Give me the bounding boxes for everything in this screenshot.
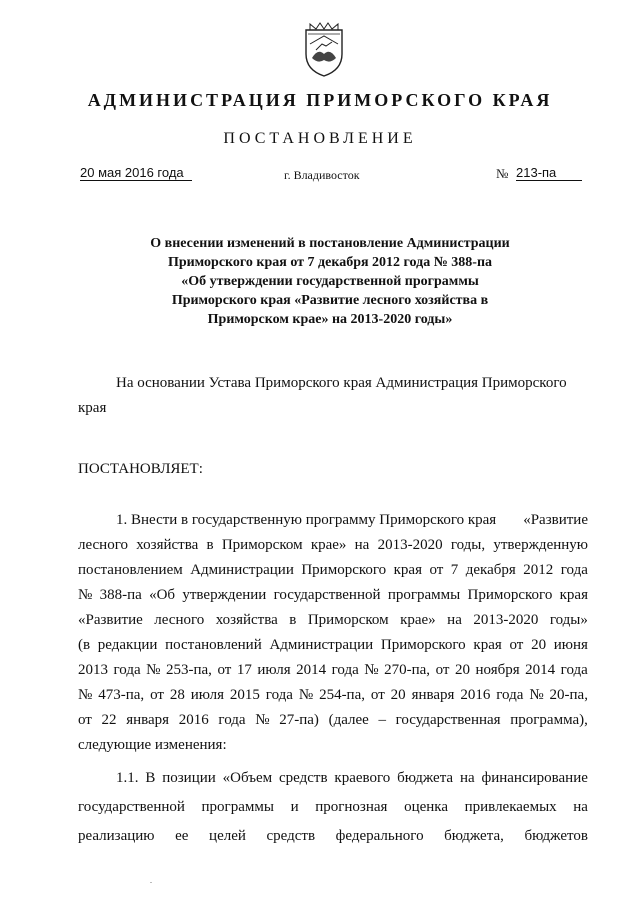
word: Администрации: [269, 637, 374, 653]
word: 270-па,: [384, 662, 431, 678]
word: от: [509, 637, 524, 653]
word: бюджета,: [444, 828, 504, 844]
word: постановлений: [165, 637, 262, 653]
word: 1.1.: [116, 770, 139, 786]
word: крае»: [310, 537, 347, 553]
word: №: [255, 712, 270, 728]
word: прогнозная: [315, 799, 388, 815]
word: на: [573, 799, 588, 815]
word: утверждении: [182, 587, 267, 603]
word: июня: [553, 637, 588, 653]
word: года: [113, 662, 141, 678]
word: от: [435, 662, 450, 678]
word: «Об: [149, 587, 176, 603]
item1-line: [78, 535, 588, 555]
document-number-label: №: [496, 166, 509, 181]
word: от: [217, 662, 232, 678]
word: ноября: [475, 662, 520, 678]
item11-line: [78, 797, 588, 817]
word: года: [496, 687, 524, 703]
basis-line: На основании Устава Приморского края Администрация Приморского: [116, 375, 567, 391]
word: Администрации: [190, 562, 294, 578]
word: 28: [169, 687, 185, 703]
word: государственной: [78, 799, 185, 815]
word: года: [218, 712, 246, 728]
word: (в: [78, 637, 91, 653]
word: годы,: [450, 537, 486, 553]
word: 7: [450, 562, 459, 578]
word: 2015: [229, 687, 260, 703]
word: краевого: [334, 770, 391, 786]
word: года: [265, 687, 293, 703]
item1-line: следующие изменения:: [78, 737, 227, 753]
word: 22: [101, 712, 117, 728]
item1-line: [78, 610, 588, 630]
word: хозяйства: [136, 537, 199, 553]
item11-line: [116, 768, 588, 788]
coat-of-arms-emblem: [302, 20, 346, 78]
word: позиции: [162, 770, 216, 786]
word: годы»: [549, 612, 588, 628]
word: крае»: [400, 612, 436, 628]
word: от: [150, 687, 164, 703]
document-subject: [100, 234, 560, 329]
word: 2013-2020: [377, 537, 443, 553]
word: №: [78, 587, 93, 603]
word: 20: [454, 662, 470, 678]
word: 20: [390, 687, 406, 703]
word: на: [459, 770, 475, 786]
word: 2014: [296, 662, 327, 678]
word: Приморском: [221, 537, 303, 553]
word: 388-па: [99, 587, 142, 603]
subject-line: Приморском крае» на 2013-2020 годы»: [207, 312, 453, 327]
word: края: [473, 637, 502, 653]
word: Приморском: [307, 612, 389, 628]
word: 2013-2020: [473, 612, 539, 628]
word: программы: [201, 799, 274, 815]
item1-line: [78, 685, 588, 705]
item1-line: [78, 585, 588, 605]
word: «Объем: [222, 770, 273, 786]
word: лесного: [154, 612, 205, 628]
word: Приморского: [467, 587, 553, 603]
word: 473-па,: [98, 687, 145, 703]
word: Приморского: [301, 562, 387, 578]
word: 1. Внести в государственную программу Приморского края: [116, 512, 497, 528]
word: №: [146, 662, 161, 678]
word: бюджета: [397, 770, 454, 786]
document-number: 213-па: [516, 165, 582, 181]
word: государственной: [273, 587, 381, 603]
word: целей: [209, 828, 246, 844]
word: лесного: [78, 537, 128, 553]
word: программа),: [510, 712, 588, 728]
word: ее: [175, 828, 189, 844]
word: 27-па): [279, 712, 319, 728]
word: года: [560, 662, 588, 678]
word: января: [411, 687, 455, 703]
item1-line: [78, 560, 588, 580]
word: от: [370, 687, 385, 703]
subject-line: «Об утверждении государственной программы: [181, 274, 479, 289]
word: хозяйства: [215, 612, 278, 628]
word: 2014: [525, 662, 556, 678]
document-date: 20 мая 2016 года: [80, 165, 192, 181]
item1-line: [78, 710, 588, 730]
basis-line: края: [78, 400, 107, 416]
word: средств: [279, 770, 328, 786]
word: в: [289, 612, 297, 628]
item11-line: [78, 826, 588, 846]
word: от: [78, 712, 92, 728]
word: года: [560, 562, 588, 578]
word: 17: [236, 662, 252, 678]
word: на: [354, 537, 370, 553]
subject-line: О внесении изменений в постановление Администрации: [150, 236, 510, 251]
word: Приморского: [380, 637, 466, 653]
word: июля: [190, 687, 224, 703]
organization-title: АДМИНИСТРАЦИЯ ПРИМОРСКОГО КРАЯ: [87, 90, 553, 110]
word: (далее: [328, 712, 369, 728]
word: государственная: [395, 712, 501, 728]
word: года: [331, 662, 359, 678]
word: бюджетов: [524, 828, 588, 844]
word: постановлением: [78, 562, 183, 578]
subject-line: Приморского края «Развитие лесного хозяйства в: [171, 293, 489, 308]
word: декабря: [465, 562, 516, 578]
word: оценка: [404, 799, 448, 815]
word: «Развитие: [523, 512, 588, 528]
word: края: [393, 562, 422, 578]
word: и: [290, 799, 299, 815]
subject-line: Приморского края от 7 декабря 2012 года № 388-па: [167, 255, 493, 270]
word: №: [298, 687, 314, 703]
word: июля: [257, 662, 291, 678]
document-type: ПОСТАНОВЛЕНИЕ: [223, 130, 417, 147]
word: –: [378, 712, 386, 728]
word: 20: [531, 637, 547, 653]
word: 253-па,: [166, 662, 212, 678]
word: №: [78, 687, 93, 703]
word: привлекаемых: [464, 799, 557, 815]
word: в: [206, 537, 214, 553]
word: программы: [387, 587, 461, 603]
word: 2016: [178, 712, 209, 728]
word: края: [559, 587, 588, 603]
page-mark: [150, 882, 152, 883]
word: 254-па,: [319, 687, 365, 703]
item1-line: [78, 660, 588, 680]
word: средств: [266, 828, 316, 844]
item1-line: [78, 635, 588, 655]
word: №: [364, 662, 379, 678]
word: финансирование: [481, 770, 588, 786]
word: на: [447, 612, 462, 628]
word: редакции: [97, 637, 158, 653]
word: №: [529, 687, 544, 703]
word: 2013: [78, 662, 108, 678]
word: 2016: [460, 687, 491, 703]
word: В: [145, 770, 156, 786]
word: федерального: [335, 828, 424, 844]
word: реализацию: [78, 828, 155, 844]
word: «Развитие: [78, 612, 143, 628]
word: 2012: [523, 562, 554, 578]
resolves-heading: ПОСТАНОВЛЯЕТ:: [78, 461, 203, 477]
item1-line: [116, 510, 588, 530]
word: от: [429, 562, 444, 578]
word: утвержденную: [493, 537, 588, 553]
document-city: г. Владивосток: [284, 168, 360, 182]
word: 20-па,: [549, 687, 588, 703]
word: января: [126, 712, 170, 728]
